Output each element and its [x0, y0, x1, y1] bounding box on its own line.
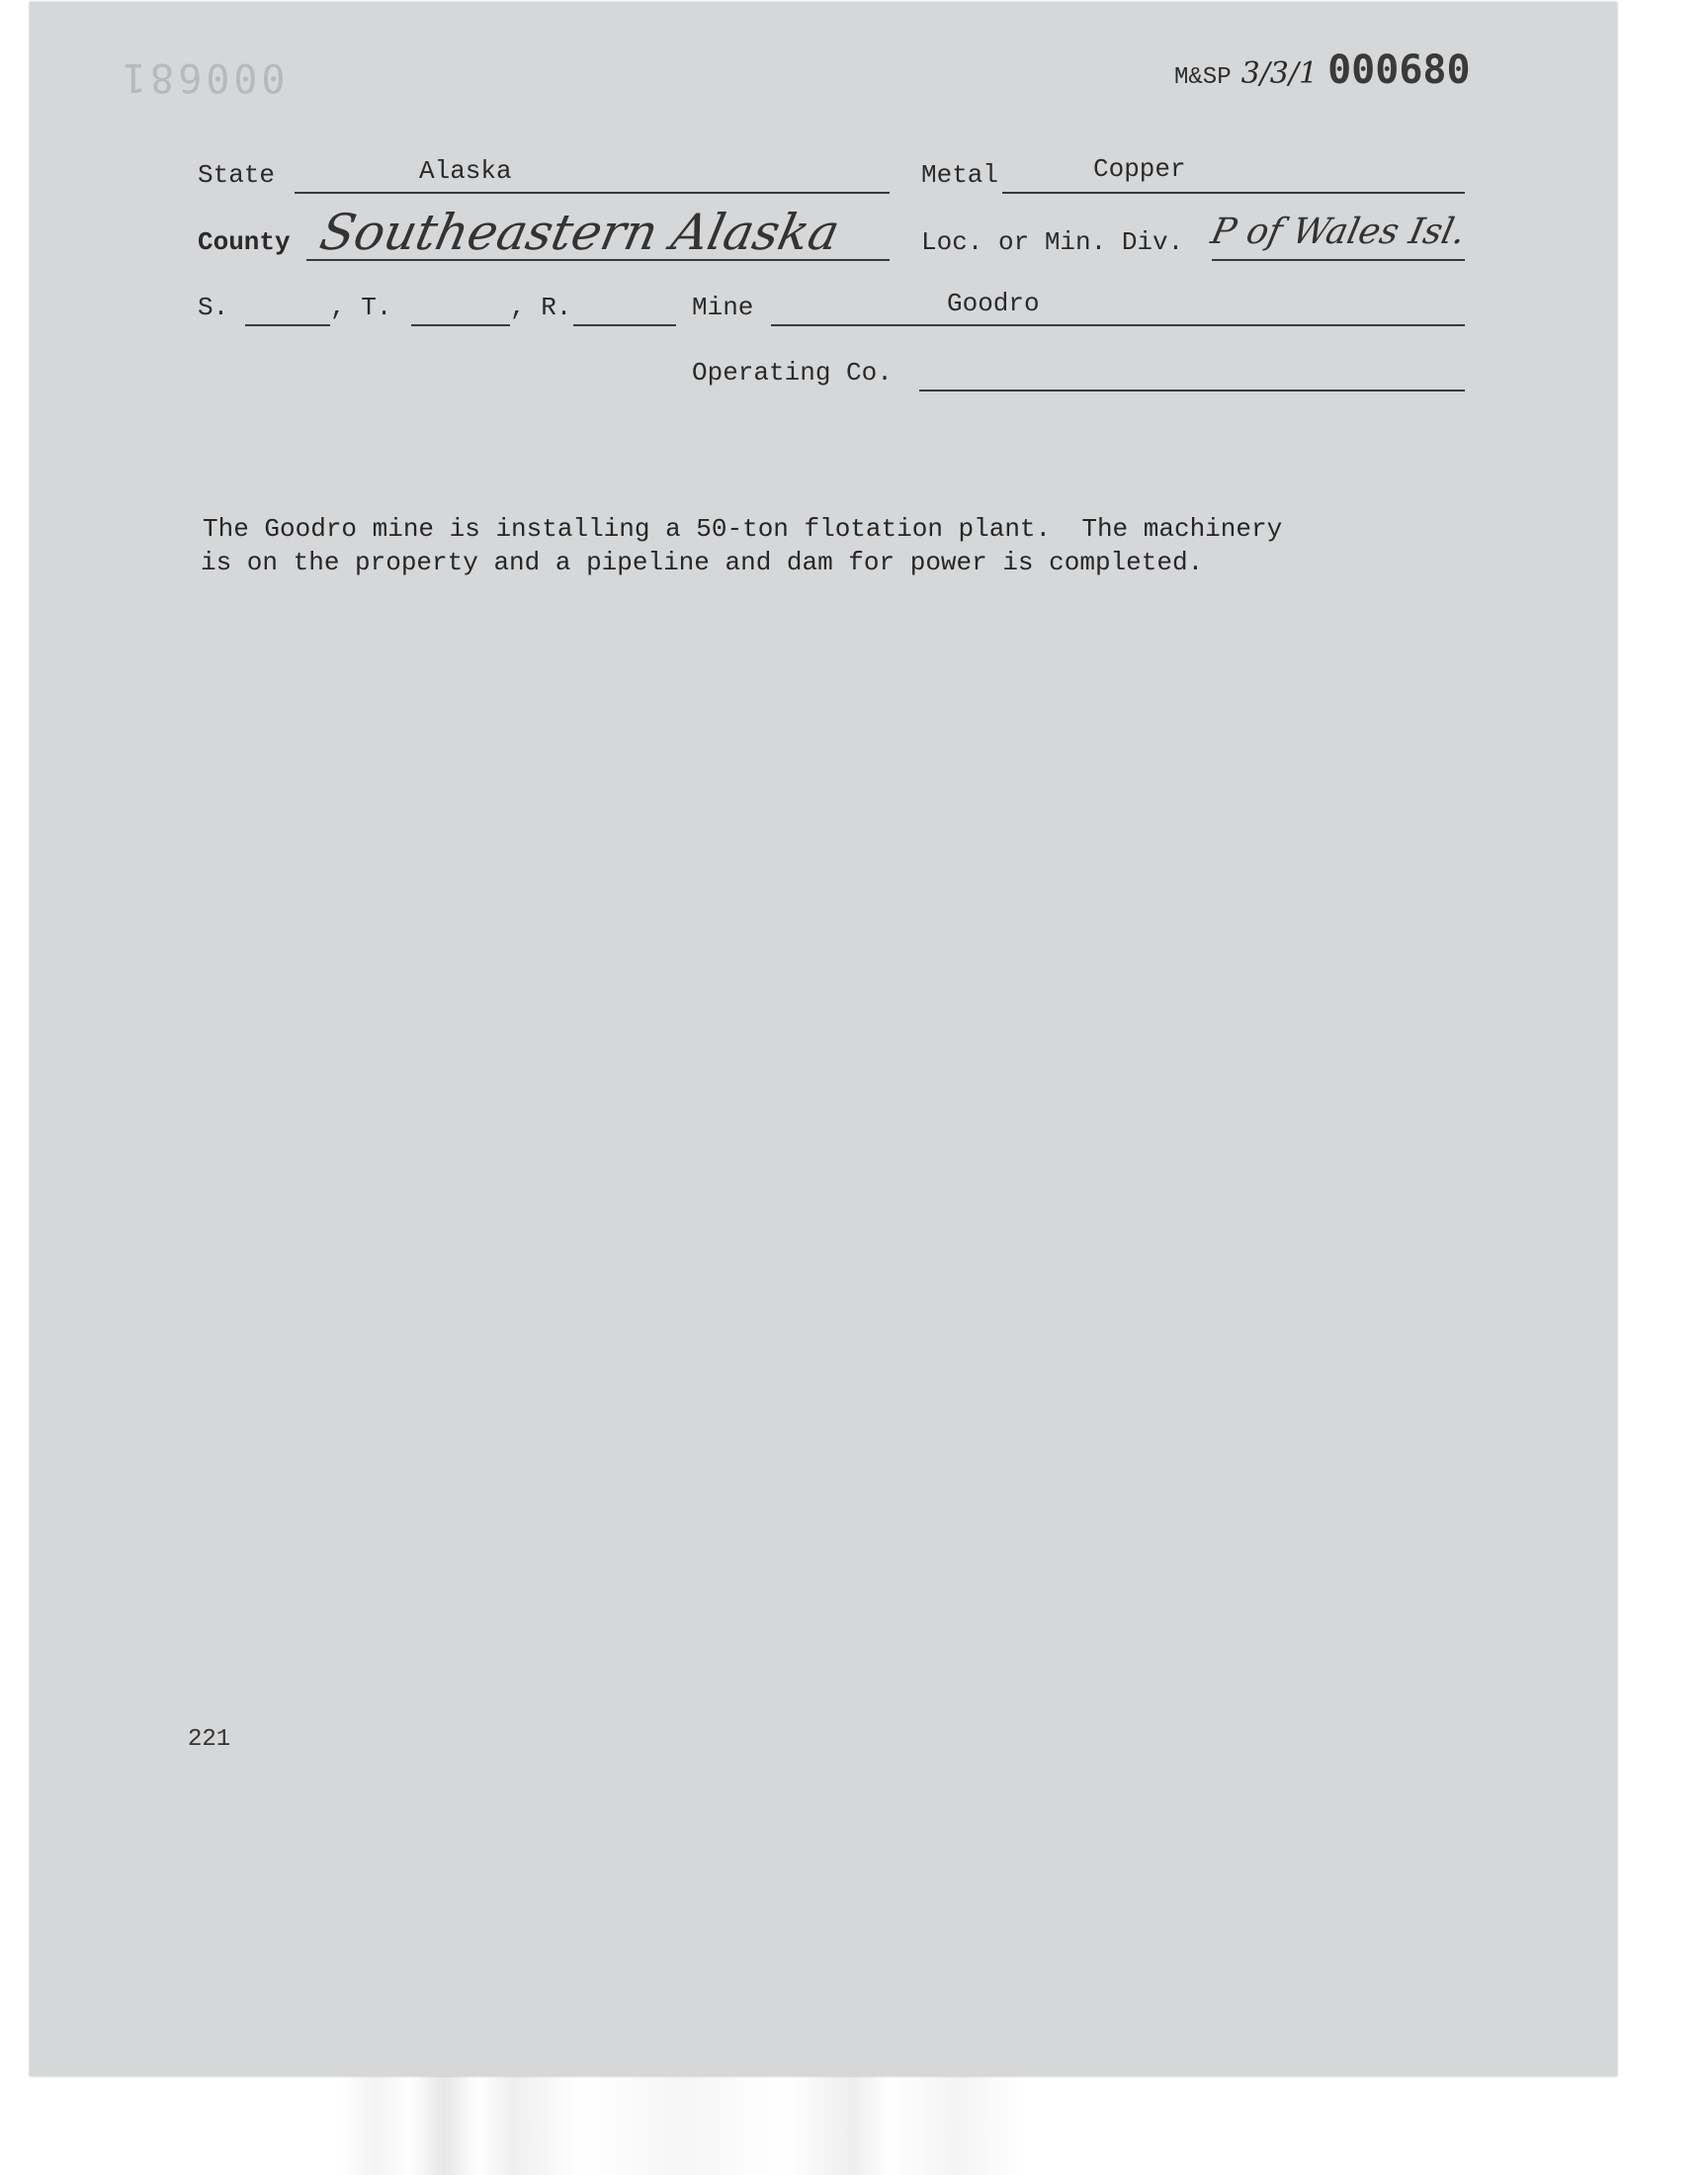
- handwritten-date: 3/3/1: [1240, 56, 1319, 91]
- metal-value: Copper: [1093, 154, 1186, 184]
- page-number: 221: [188, 1726, 231, 1753]
- state-value: Alaska: [419, 156, 512, 186]
- range-field: [573, 291, 676, 326]
- county-value-handwritten: Southeastern Alaska: [314, 204, 845, 261]
- loc-label: Loc. or Min. Div.: [921, 227, 1184, 257]
- report-body-line-1: The Goodro mine is installing a 50-ton flotation plant. The machinery: [203, 514, 1283, 544]
- operating-co-field: [919, 356, 1465, 392]
- section-label: S.: [198, 293, 229, 322]
- mine-value: Goodro: [947, 289, 1040, 318]
- mine-label: Mine: [692, 293, 754, 322]
- loc-value-handwritten: P of Wales Isl.: [1207, 212, 1470, 252]
- report-body: [203, 512, 1488, 579]
- section-field: [245, 291, 330, 326]
- msp-label: M&SP: [1174, 64, 1232, 91]
- report-body-line-2: is on the property and a pipeline and dam for power is completed.: [201, 548, 1204, 577]
- metal-label: Metal: [921, 160, 999, 190]
- header-stamp: [1174, 47, 1471, 93]
- file-number-stamp-left: 000681: [119, 54, 286, 100]
- mine-field: [771, 291, 1465, 326]
- county-label: County: [198, 227, 291, 257]
- range-label: , R.: [510, 293, 572, 322]
- township-field: [411, 291, 510, 326]
- township-label: , T.: [330, 293, 392, 322]
- state-label: State: [198, 160, 276, 190]
- state-field: [295, 158, 890, 194]
- operating-co-label: Operating Co.: [692, 358, 893, 388]
- file-number-stamp-right: 000680: [1327, 47, 1471, 93]
- metal-field: [1002, 158, 1465, 194]
